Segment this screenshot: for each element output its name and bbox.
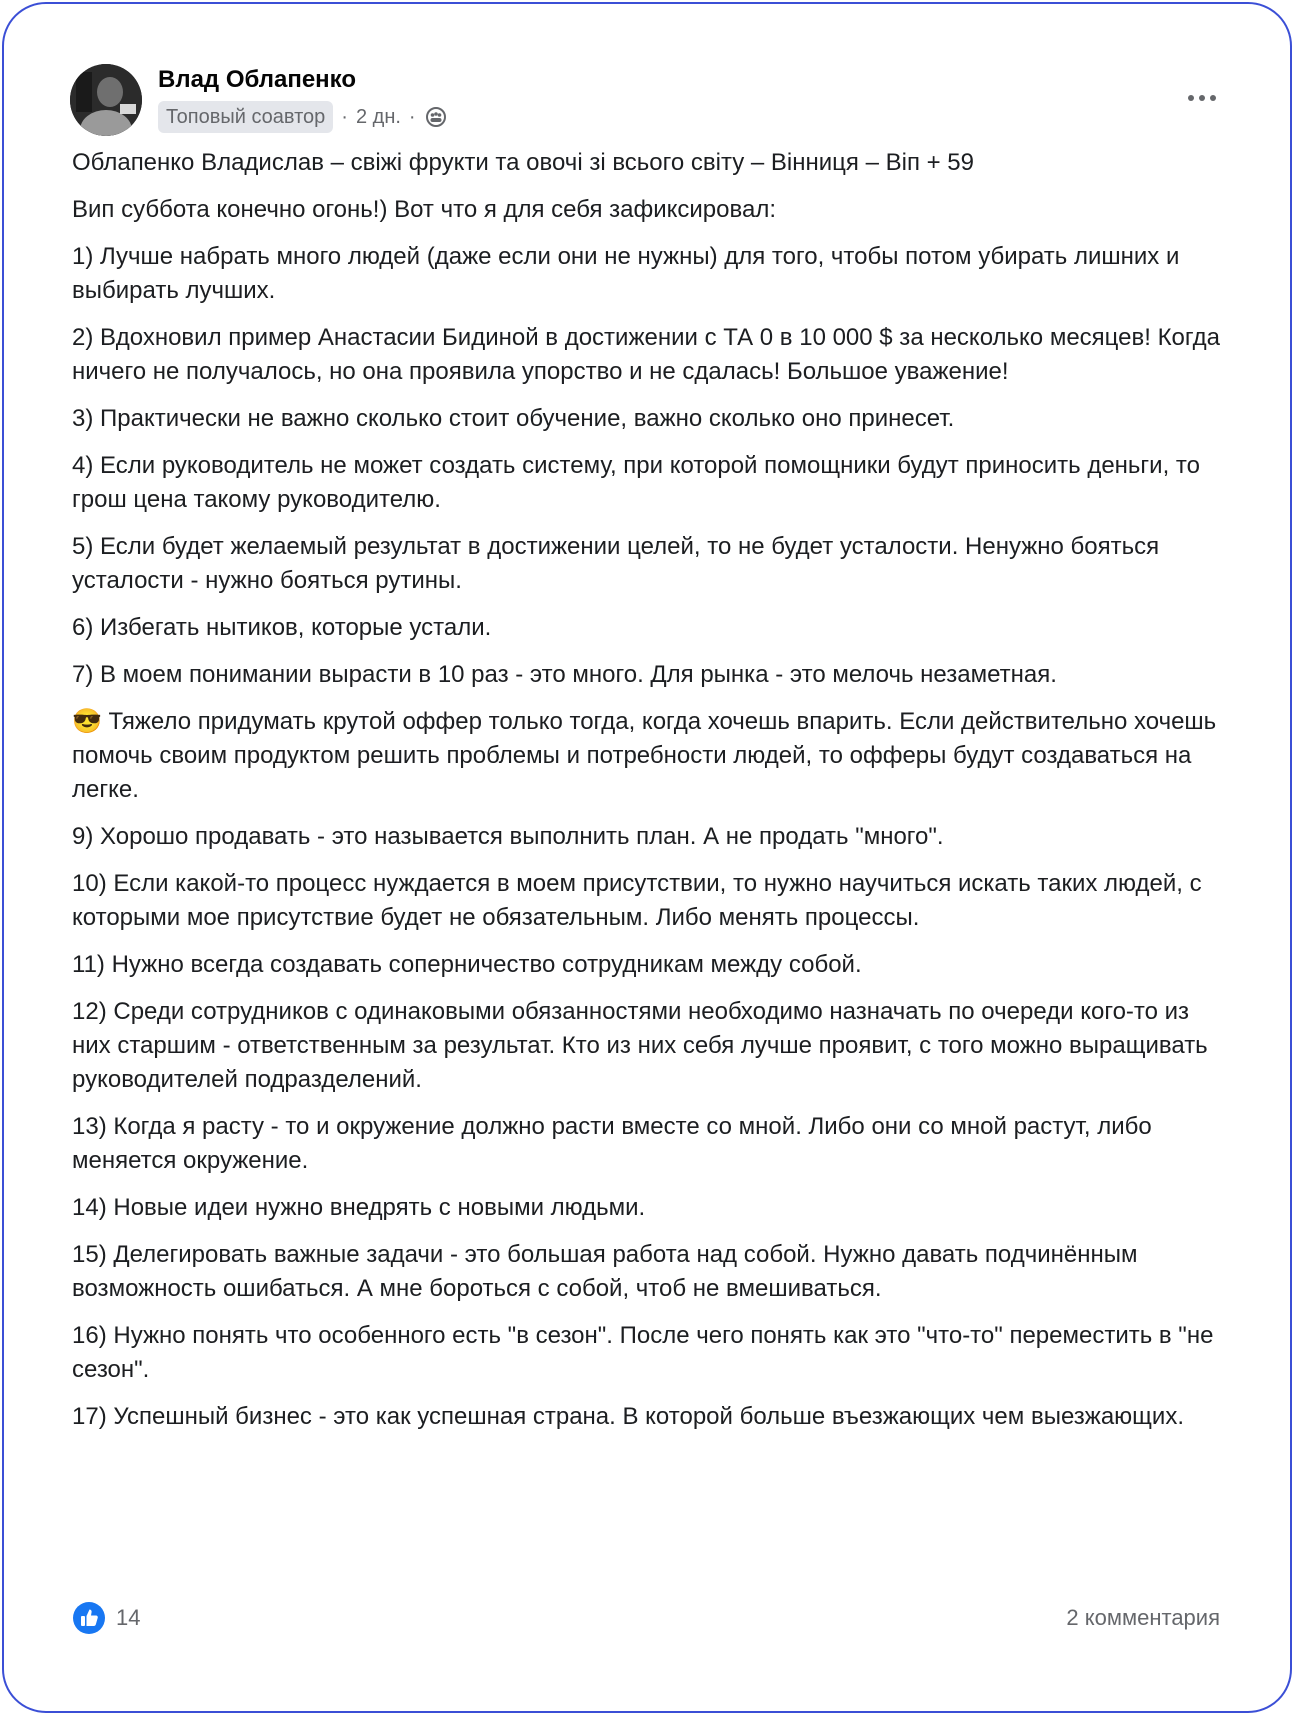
post-paragraph-14: 14) Новые идеи нужно внедрять с новыми людьми. (72, 1194, 646, 1221)
author-badge[interactable]: Топовый соавтор (158, 101, 333, 133)
post-body (72, 146, 1232, 1447)
post-paragraph-17: 17) Успешный бизнес - это как успешная страна. В которой больше въезжающих чем выезжающих. (72, 1403, 1184, 1430)
post-paragraph-6: 6) Избегать нытиков, которые устали. (72, 614, 492, 641)
post-paragraph-7: 7) В моем понимании вырасти в 10 раз - это много. Для рынка - это мелочь незаметная. (72, 661, 1057, 688)
post-paragraph-9: 9) Хорошо продавать - это называется выполнить план. А не продать "много". (72, 823, 944, 850)
more-options-icon (1188, 95, 1194, 101)
post-time[interactable]: 2 дн. (355, 105, 401, 128)
post-header (70, 62, 1224, 138)
post-paragraph-5: 5) Если будет желаемый результат в достижении целей, то не будет усталости. Ненужно бояться усталости - нужно бояться рутины. (72, 533, 1160, 594)
post-paragraph-2: 2) Вдохновил пример Анастасии Бидиной в достижении с ТА 0 в 10 000 $ за несколько месяцев! Когда ничего не получалось, но она проявила упорство и не сдалась! Большое уважение! (72, 324, 1220, 385)
reactions-summary[interactable] (72, 1601, 140, 1635)
author-name[interactable]: Влад Облапенко (158, 66, 357, 93)
post-paragraph-1: 1) Лучше набрать много людей (даже если они не нужны) для того, чтобы потом убирать лишних и выбирать лучших. (72, 243, 1180, 304)
meta-separator: · (408, 105, 416, 128)
group-icon[interactable] (426, 107, 446, 127)
post-paragraph-12: 12) Среди сотрудников с одинаковыми обязанностями необходимо назначать по очереди кого-то из них старшим - ответственным за результат. Кто из них себя лучше проявит, с того можно выращивать руководителей подразделений. (72, 998, 1208, 1093)
post-paragraph-15: 15) Делегировать важные задачи - это большая работа над собой. Нужно давать подчинённым возможность ошибаться. А мне бороться с собой, чтоб не вмешиваться. (72, 1241, 1138, 1302)
post-paragraph-title: Облапенко Владислав – свіжі фрукти та овочі зі всього світу – Вінниця – Віп + 59 (72, 149, 974, 176)
post-card (2, 2, 1292, 1713)
comments-link[interactable]: 2 комментария (1066, 1605, 1220, 1630)
post-footer (72, 1598, 1220, 1638)
post-paragraph-13: 13) Когда я расту - то и окружение должно расти вместе со мной. Либо они со мной растут, либо меняется окружение. (72, 1113, 1152, 1174)
post-paragraph-3: 3) Практически не важно сколько стоит обучение, важно сколько оно принесет. (72, 405, 955, 432)
reaction-count: 14 (116, 1605, 141, 1630)
post-paragraph-4: 4) Если руководитель не может создать систему, при которой помощники будут приносить деньги, то грош цена такому руководителю. (72, 452, 1200, 513)
more-options-button[interactable] (1180, 82, 1224, 114)
post-meta (158, 100, 446, 134)
like-icon (72, 1601, 106, 1635)
more-options-icon (1199, 95, 1205, 101)
post-paragraph-11: 11) Нужно всегда создавать соперничество сотрудникам между собой. (72, 951, 862, 978)
avatar[interactable] (70, 64, 142, 136)
post-paragraph-intro: Вип суббота конечно огонь!) Вот что я для себя зафиксировал: (72, 196, 777, 223)
post-paragraph-10: 10) Если какой-то процесс нуждается в моем присутствии, то нужно научиться искать таких людей, с которыми мое присутствие будет не обязательным. Либо менять процессы. (72, 870, 1202, 931)
post-paragraph-16: 16) Нужно понять что особенного есть "в сезон". После чего понять как это "что-то" переместить в "не сезон". (72, 1322, 1214, 1383)
avatar-photo-icon (70, 64, 142, 136)
post-paragraph-8: 😎 Тяжело придумать крутой оффер только тогда, когда хочешь впарить. Если действительно хочешь помочь своим продуктом решить проблемы и потребности людей, то офферы будут создаваться на легке. (72, 708, 1217, 803)
meta-separator: · (341, 105, 348, 128)
more-options-icon (1210, 95, 1216, 101)
